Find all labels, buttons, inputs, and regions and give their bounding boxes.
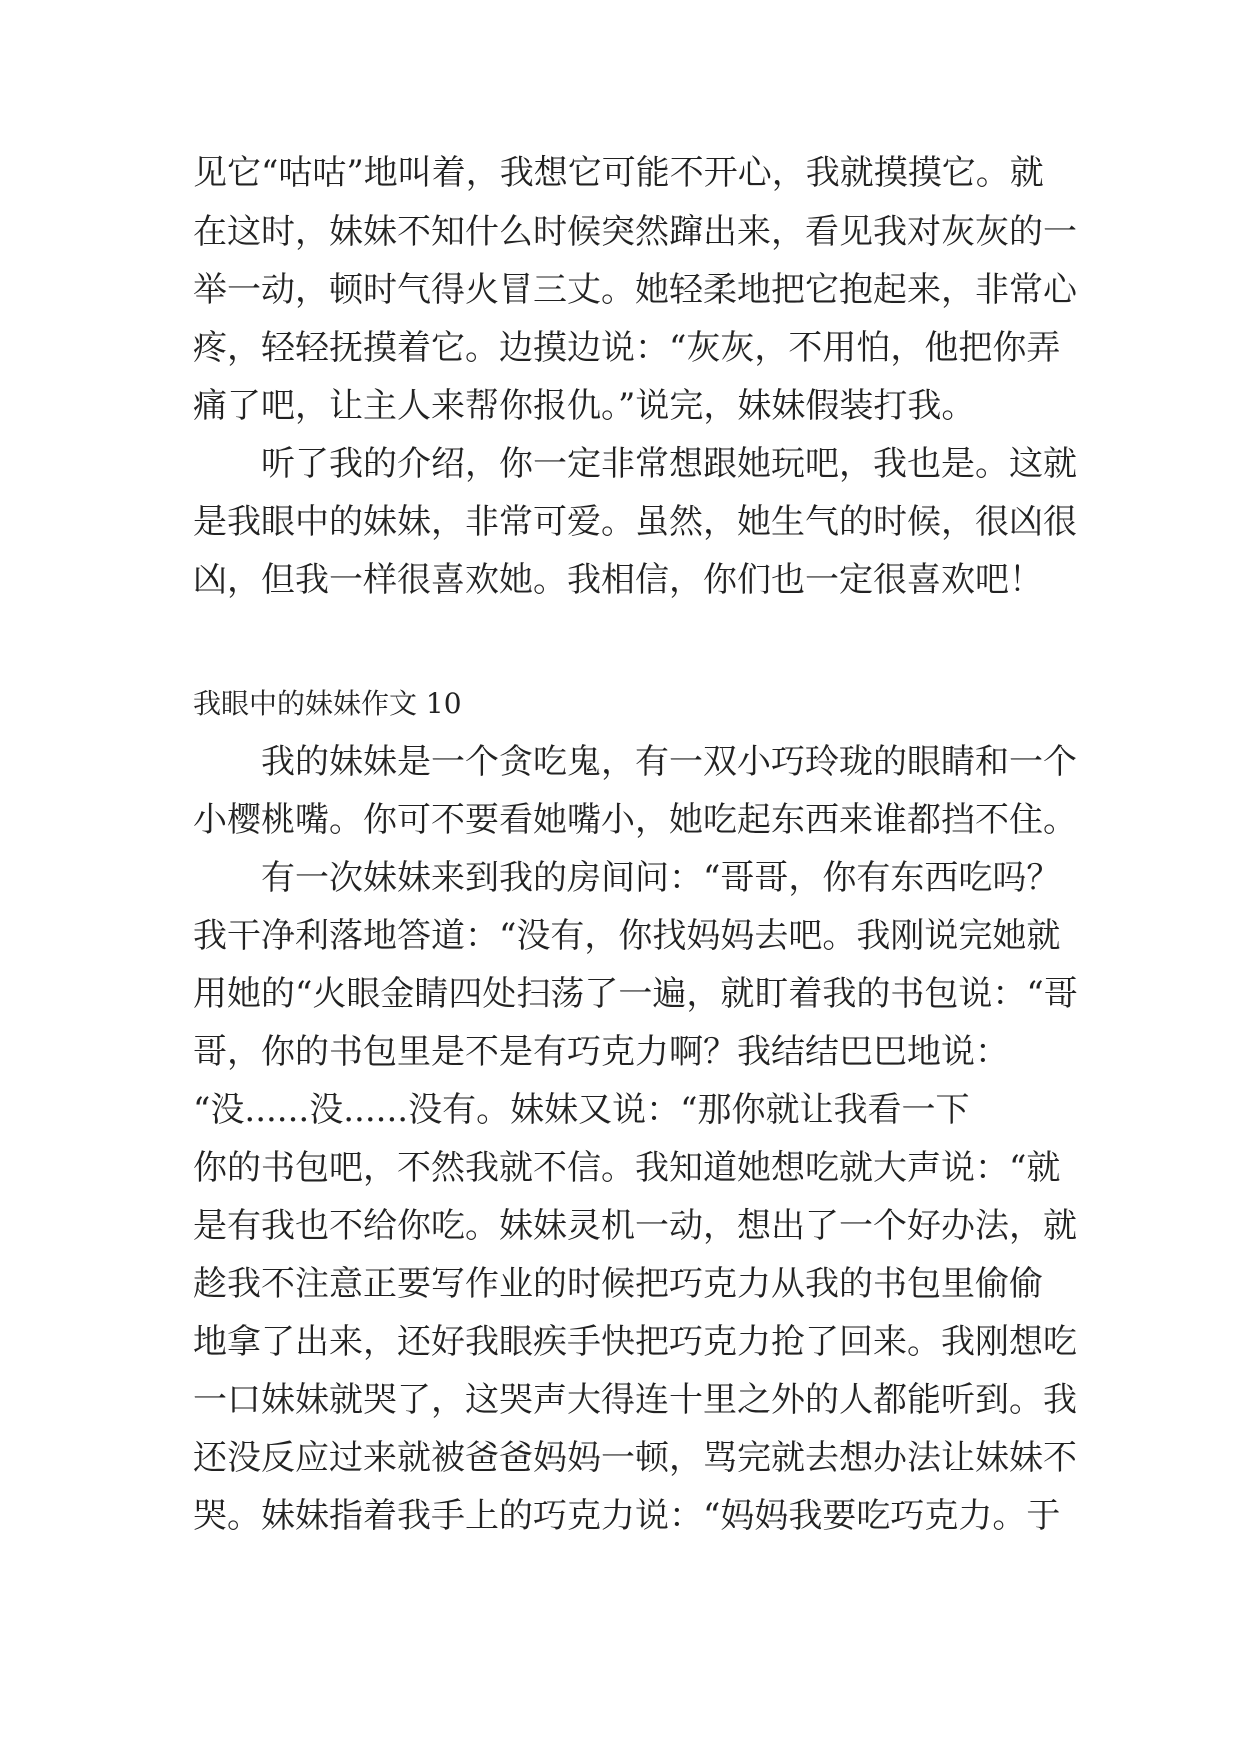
text-line: 在这时，妹妹不知什么时候突然蹿出来，看见我对灰灰的一 [193,212,1077,252]
text-line: 小樱桃嘴。你可不要看她嘴小，她吃起东西来谁都挡不住。 [193,800,1077,840]
text-line: 还没反应过来就被爸爸妈妈一顿，骂完就去想办法让妹妹不 [193,1438,1077,1478]
text-line: 哭。妹妹指着我手上的巧克力说：“妈妈我要吃巧克力。于 [193,1496,1061,1536]
text-line: 我的妹妹是一个贪吃鬼，有一双小巧玲珑的眼睛和一个 [261,742,1077,782]
text-line: 哥，你的书包里是不是有巧克力啊？我结结巴巴地说： [193,1032,1009,1072]
text-line: 见它“咕咕”地叫着，我想它可能不开心，我就摸摸它。就 [193,153,1044,193]
text-line: “没......没......没有。妹妹又说：“那你就让我看一下 [193,1090,970,1130]
section-title: 我眼中的妹妹作文 10 [193,687,462,720]
text-line: 你的书包吧，不然我就不信。我知道她想吃就大声说：“就 [193,1148,1061,1188]
text-line: 听了我的介绍，你一定非常想跟她玩吧，我也是。这就 [261,444,1077,484]
text-line: 是我眼中的妹妹，非常可爱。虽然，她生气的时候，很凶很 [193,502,1077,542]
text-line: 一口妹妹就哭了，这哭声大得连十里之外的人都能听到。我 [193,1380,1077,1420]
text-line: 痛了吧，让主人来帮你报仇。”说完，妹妹假装打我。 [193,386,976,426]
text-line: 疼，轻轻抚摸着它。边摸边说：“灰灰，不用怕，他把你弄 [193,328,1061,368]
text-line: 举一动，顿时气得火冒三丈。她轻柔地把它抱起来，非常心 [193,270,1077,310]
text-line: 趁我不注意正要写作业的时候把巧克力从我的书包里偷偷 [193,1264,1043,1304]
text-line: 用她的“火眼金睛四处扫荡了一遍，就盯着我的书包说：“哥 [193,974,1078,1014]
text-line: 我干净利落地答道：“没有，你找妈妈去吧。我刚说完她就 [193,916,1061,956]
text-line: 凶，但我一样很喜欢她。我相信，你们也一定很喜欢吧！ [193,560,1043,600]
text-line: 地拿了出来，还好我眼疾手快把巧克力抢了回来。我刚想吃 [193,1322,1077,1362]
text-line: 有一次妹妹来到我的房间问：“哥哥，你有东西吃吗？ [261,858,1061,898]
text-line: 是有我也不给你吃。妹妹灵机一动，想出了一个好办法，就 [193,1206,1077,1246]
